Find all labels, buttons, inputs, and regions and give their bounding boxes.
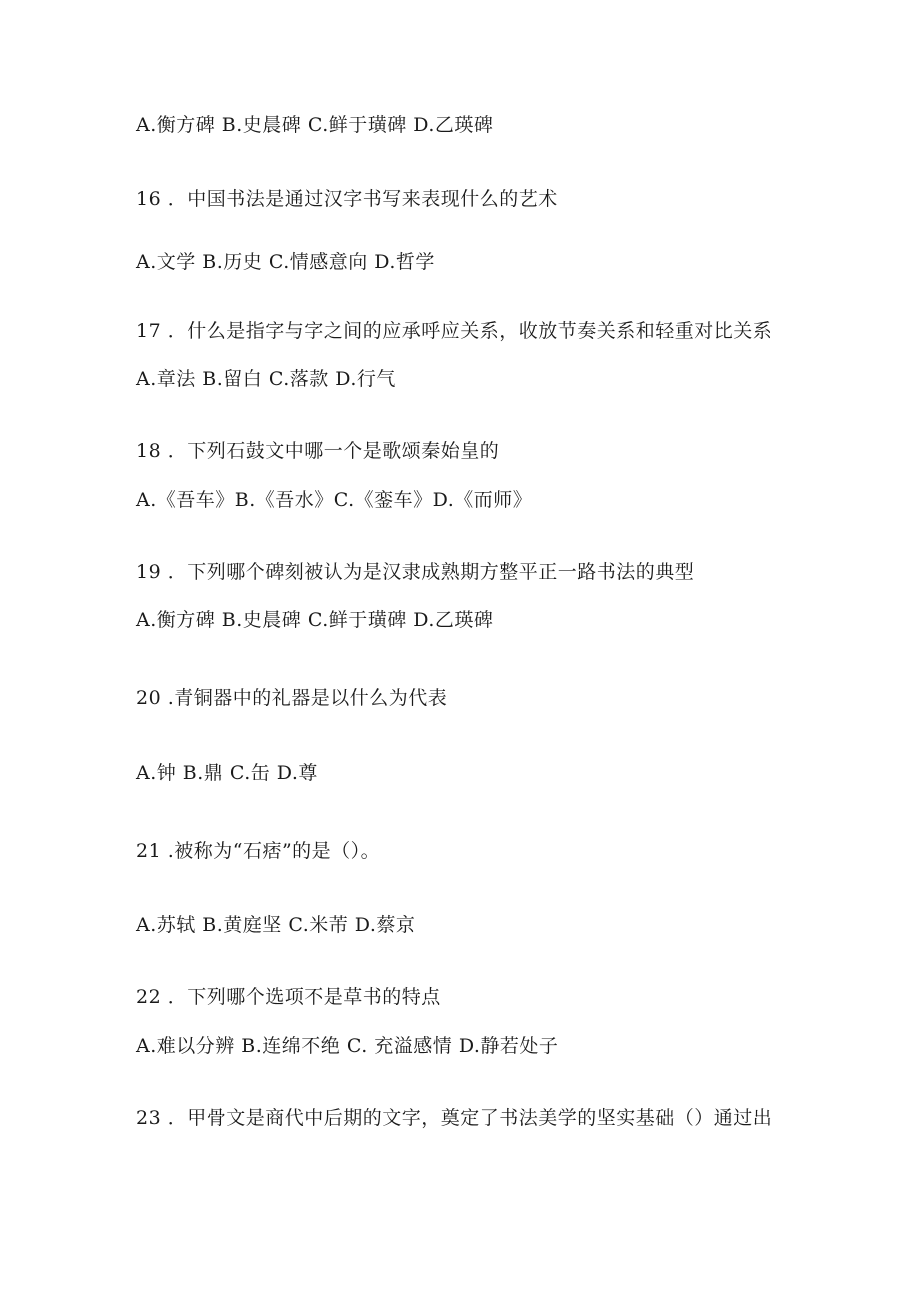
answer-options: A.文学 B.历史 C.情感意向 D.哲学 [136, 251, 435, 273]
question-18: 18 ．下列石鼓文中哪一个是歌颂秦始皇的 [136, 440, 500, 462]
answer-options: A.《吾车》B.《吾水》C.《銮车》D.《而师》 [136, 489, 533, 511]
answer-options: A.章法 B.留白 C.落款 D.行气 [136, 368, 396, 390]
question-19: 19 ．下列哪个碑刻被认为是汉隶成熟期方整平正一路书法的典型 [136, 561, 695, 583]
answer-options: A.衡方碑 B.史晨碑 C.鲜于璜碑 D.乙瑛碑 [136, 609, 494, 631]
answer-options: A.衡方碑 B.史晨碑 C.鲜于璜碑 D.乙瑛碑 [136, 114, 494, 136]
answer-options: A.钟 B.鼎 C.缶 D.尊 [136, 762, 318, 784]
question-16: 16 ．中国书法是通过汉字书写来表现什么的艺术 [136, 188, 558, 210]
question-23: 23 ．甲骨文是商代中后期的文字，奠定了书法美学的坚实基础（）通过出 [136, 1107, 773, 1129]
answer-options: A.难以分辨 B.连绵不绝 C. 充溢感情 D.静若处子 [136, 1035, 559, 1057]
question-21: 21 .被称为“石痞”的是（）。 [136, 840, 381, 862]
answer-options: A.苏轼 B.黄庭坚 C.米芾 D.蔡京 [136, 914, 416, 936]
question-20: 20 .青铜器中的礼器是以什么为代表 [136, 687, 448, 709]
question-17: 17 ．什么是指字与字之间的应承呼应关系，收放节奏关系和轻重对比关系 [136, 320, 773, 342]
question-22: 22 ．下列哪个选项不是草书的特点 [136, 986, 441, 1008]
